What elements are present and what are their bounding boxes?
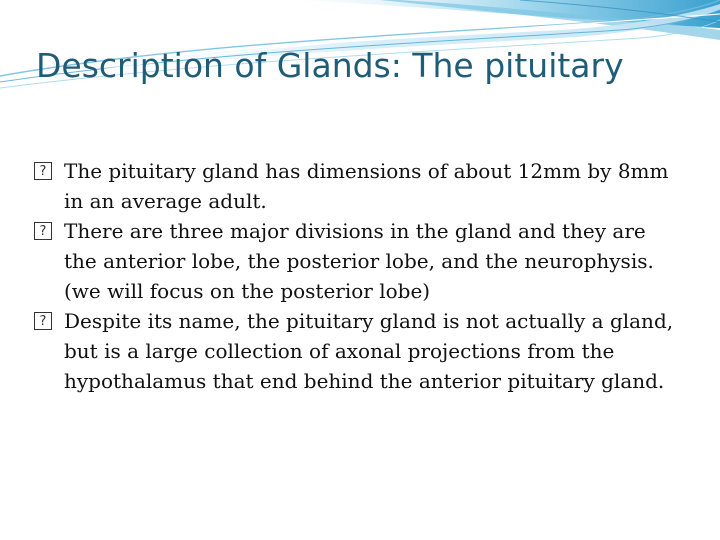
bullet-text: There are three major divisions in the gland and they are the anterior lobe, the posterior lobe, and the neurophysis. (we will focus on the posterior lobe) <box>64 219 654 303</box>
bullet-item <box>34 156 674 216</box>
replacement-char-bullet-icon: ? <box>34 222 52 240</box>
slide-title: Description of Glands: The pituitary <box>36 46 624 85</box>
replacement-char-bullet-icon: ? <box>34 312 52 330</box>
bullet-item <box>34 216 674 306</box>
bullet-text: Despite its name, the pituitary gland is not actually a gland, but is a large collection of axonal projections from the hypothalamus that end behind the anterior pituitary gland. <box>64 309 674 393</box>
bullet-item <box>34 306 674 396</box>
bullet-list <box>34 156 674 396</box>
bullet-text: The pituitary gland has dimensions of about 12mm by 8mm in an average adult. <box>64 159 669 213</box>
replacement-char-bullet-icon: ? <box>34 162 52 180</box>
